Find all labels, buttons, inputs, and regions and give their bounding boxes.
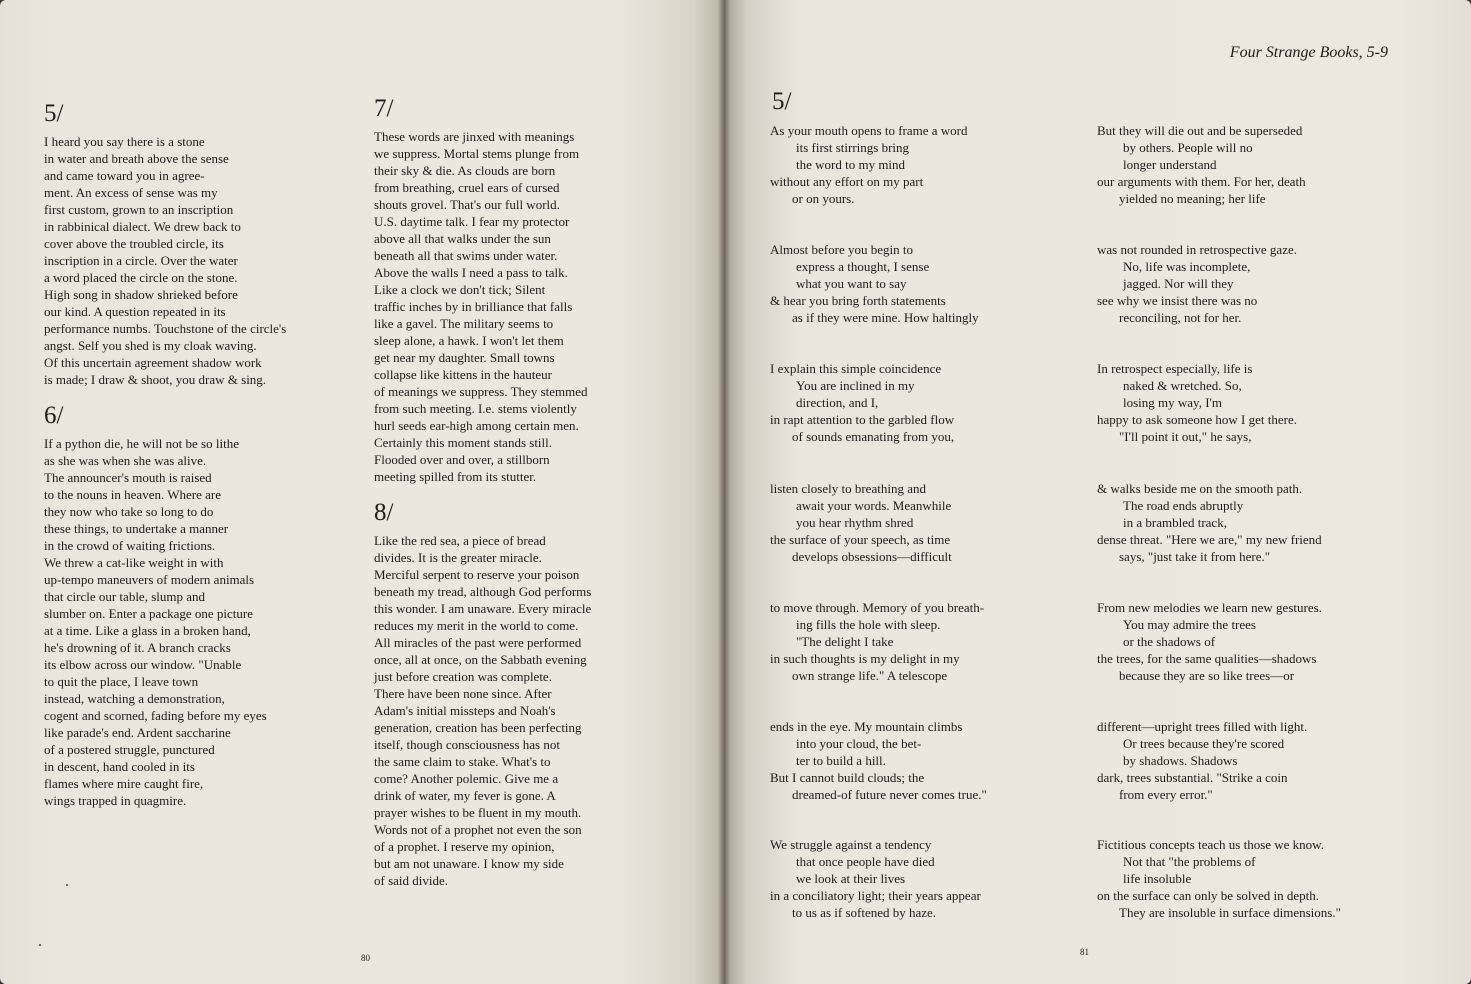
poem-line: of a prophet. I reserve my opinion, xyxy=(374,839,555,854)
poem-line: reduces my merit in the world to come. xyxy=(374,618,579,633)
poem-line: as she was when she was alive. xyxy=(44,453,207,468)
poem-line: Flooded over and over, a stillborn xyxy=(374,452,550,467)
book-gutter xyxy=(718,0,730,984)
poem-line: I explain this simple coincidence xyxy=(770,361,942,376)
poem-line: dreamed-of future never comes true." xyxy=(792,787,987,802)
poem-line: But they will die out and be superseded xyxy=(1097,123,1303,138)
poem-line: flames where mire caught fire, xyxy=(44,776,204,791)
poem-line: above all that walks under the sun xyxy=(374,231,551,246)
poem-line: see why we insist there was no xyxy=(1097,293,1258,308)
poem-line: like parade's end. Ardent saccharine xyxy=(44,725,231,740)
poem-line: We struggle against a tendency xyxy=(770,837,932,852)
poem-line: ter to build a hill. xyxy=(796,753,886,768)
poem-line: longer understand xyxy=(1123,157,1217,172)
poem-line: Adam's initial missteps and Noah's xyxy=(374,703,556,718)
poem-line: dark, trees substantial. "Strike a coin xyxy=(1097,770,1288,785)
poem-line: up-tempo maneuvers of modern animals xyxy=(44,572,255,587)
poem-line: meeting spilled from its stutter. xyxy=(374,469,537,484)
poem-line: No, life was incomplete, xyxy=(1123,259,1251,274)
poem-line: come? Another polemic. Give me a xyxy=(374,771,559,786)
poem-line: or the shadows of xyxy=(1123,634,1216,649)
poem-line: collapse like kittens in the hauteur xyxy=(374,367,552,382)
running-head: Four Strange Books, 5-9 xyxy=(1229,44,1388,61)
poem-line: U.S. daytime talk. I fear my protector xyxy=(374,214,570,229)
stanza xyxy=(770,599,984,684)
poem-line: As your mouth opens to frame a word xyxy=(770,123,968,138)
poem-line: & hear you bring forth statements xyxy=(770,293,946,308)
stanza xyxy=(770,480,952,565)
poem-line: reconciling, not for her. xyxy=(1119,310,1242,325)
poem-line: We threw a cat-like weight in with xyxy=(44,555,224,570)
poem-line: You are inclined in my xyxy=(796,378,915,393)
poem-line: in rapt attention to the garbled flow xyxy=(770,412,955,427)
section-gap xyxy=(374,485,591,499)
poem-line: like a gavel. The military seems to xyxy=(374,316,554,331)
poem-line: listen closely to breathing and xyxy=(770,481,926,496)
poem-line: direction, and I, xyxy=(796,395,879,410)
poem-line: Like a clock we don't tick; Silent xyxy=(374,282,546,297)
poem-line: life insoluble xyxy=(1123,871,1192,886)
poem-line: its first stirrings bring xyxy=(796,140,910,155)
poem-line: Not that "the problems of xyxy=(1123,854,1256,869)
poem-line: prayer wishes to be fluent in my mouth. xyxy=(374,805,582,820)
poem-line: They are insoluble in surface dimensions." xyxy=(1119,905,1341,920)
section-heading: 5/ xyxy=(44,100,64,127)
poem-line: just before creation was complete. xyxy=(374,669,552,684)
poem-line: they now who take so long to do xyxy=(44,504,214,519)
poem-line: performance numbs. Touchstone of the circle's xyxy=(44,321,287,336)
poem-line: In retrospect especially, life is xyxy=(1097,361,1253,376)
poem-line: develops obsessions—difficult xyxy=(792,549,952,564)
poem-line: losing my way, I'm xyxy=(1123,395,1222,410)
section-heading-5: 5/ xyxy=(772,88,792,115)
poem-line: I heard you say there is a stone xyxy=(44,134,205,149)
poem-line: first custom, grown to an inscription xyxy=(44,202,234,217)
poem-line: but am not unaware. I know my side xyxy=(374,856,564,871)
poem-line: their sky & die. As clouds are born xyxy=(374,163,556,178)
poem-line: These words are jinxed with meanings xyxy=(374,129,575,144)
poem-line: There have been none since. After xyxy=(374,686,552,701)
left-page xyxy=(0,0,724,984)
stanza xyxy=(770,718,987,803)
poem-line: & walks beside me on the smooth path. xyxy=(1097,481,1303,496)
poem-line: on the surface can only be solved in depth. xyxy=(1097,888,1320,903)
poem-line: angst. Self you shed is my cloak waving. xyxy=(44,338,257,353)
poem-line: in water and breath above the sense xyxy=(44,151,229,166)
poem-line: in rabbinical dialect. We drew back to xyxy=(44,219,241,234)
left-page-column-1 xyxy=(44,100,286,809)
section-heading: 6/ xyxy=(44,402,64,429)
poem-line: of a postered struggle, punctured xyxy=(44,742,215,757)
paper-speck xyxy=(39,944,41,946)
poem-line: generation, creation has been perfecting xyxy=(374,720,582,735)
poem-line: its elbow across our window. "Unable xyxy=(44,657,242,672)
poem-line: From new melodies we learn new gestures. xyxy=(1097,600,1322,615)
poem-line: in descent, hand cooled in its xyxy=(44,759,195,774)
poem-line: yielded no meaning; her life xyxy=(1119,191,1266,206)
stanza xyxy=(770,360,954,445)
poem-line: Of this uncertain agreement shadow work xyxy=(44,355,262,370)
poem-line: you hear rhythm shred xyxy=(796,515,914,530)
poem-line: once, all at once, on the Sabbath evening xyxy=(374,652,587,667)
poem-line: in a conciliatory light; their years appear xyxy=(770,888,981,903)
poem-line: hurl seeds ear-high among certain men. xyxy=(374,418,579,433)
poem-line: divides. It is the greater miracle. xyxy=(374,550,542,565)
poem-line: to move through. Memory of you breath- xyxy=(770,600,985,615)
poem-line: High song in shadow shrieked before xyxy=(44,287,238,302)
poem-line: this wonder. I am unaware. Every miracle xyxy=(374,601,592,616)
poem-line: to the nouns in heaven. Where are xyxy=(44,487,221,502)
poem-line: what you want to say xyxy=(796,276,907,291)
paper-speck xyxy=(66,884,68,886)
poem-line: own strange life." A telescope xyxy=(792,668,948,683)
poem-line: instead, watching a demonstration, xyxy=(44,691,225,706)
poem-line: drink of water, my fever is gone. A xyxy=(374,788,556,803)
poem-line: All miracles of the past were performed xyxy=(374,635,582,650)
poem-line: Above the walls I need a pass to talk. xyxy=(374,265,568,280)
poem-line: The announcer's mouth is raised xyxy=(44,470,212,485)
poem-line: that once people have died xyxy=(796,854,935,869)
poem-line: without any effort on my part xyxy=(770,174,924,189)
stanza xyxy=(1097,599,1322,684)
poem-line: says, "just take it from here." xyxy=(1119,549,1271,564)
left-page-column-2 xyxy=(374,95,591,889)
poem-line: Certainly this moment stands still. xyxy=(374,435,553,450)
poem-line: express a thought, I sense xyxy=(796,259,930,274)
stanza xyxy=(1097,241,1297,326)
poem-line: Words not of a prophet not even the son xyxy=(374,822,582,837)
poem-line: ment. An excess of sense was my xyxy=(44,185,218,200)
poem-line: to quit the place, I leave town xyxy=(44,674,199,689)
poem-line: itself, though consciousness has not xyxy=(374,737,560,752)
page-number-left: 80 xyxy=(361,953,370,963)
poem-line: that circle our table, slump and xyxy=(44,589,206,604)
poem-line: because they are so like trees—or xyxy=(1119,668,1295,683)
stanza xyxy=(1097,122,1306,207)
stanza xyxy=(1097,718,1307,803)
poem-line: beneath all that swims under water. xyxy=(374,248,558,263)
stanza xyxy=(770,122,968,207)
page-number-right: 81 xyxy=(1080,947,1089,957)
poem-line: happy to ask someone how I get there. xyxy=(1097,412,1298,427)
poem-line: jagged. Nor will they xyxy=(1123,276,1234,291)
poem-line: ends in the eye. My mountain climbs xyxy=(770,719,963,734)
poem-line: the word to my mind xyxy=(796,157,906,172)
poem-line: cogent and scorned, fading before my eyes xyxy=(44,708,267,723)
poem-line: ing fills the hole with sleep. xyxy=(796,617,941,632)
poem-line: of meanings we suppress. They stemmed xyxy=(374,384,588,399)
poem-line: by shadows. Shadows xyxy=(1123,753,1238,768)
poem-line: Merciful serpent to reserve your poison xyxy=(374,567,580,582)
poem-line: Fictitious concepts teach us those we know. xyxy=(1097,837,1324,852)
poem-line: he's drowning of it. A branch cracks xyxy=(44,640,231,655)
poem-line: to us as if softened by haze. xyxy=(792,905,937,920)
poem-line: the trees, for the same qualities—shadows xyxy=(1097,651,1317,666)
stanza xyxy=(1097,360,1297,445)
poem-line: these things, to undertake a manner xyxy=(44,521,229,536)
poem-line: at a time. Like a glass in a broken hand, xyxy=(44,623,251,638)
poem-line: Like the red sea, a piece of bread xyxy=(374,533,546,548)
section-gap xyxy=(44,388,286,402)
poem-line: sleep alone, a hawk. I won't let them xyxy=(374,333,564,348)
poem-line: from such meeting. I.e. stems violently xyxy=(374,401,577,416)
poem-line: "I'll point it out," he says, xyxy=(1119,429,1252,444)
poem-line: wings trapped in quagmire. xyxy=(44,793,187,808)
poem-line: You may admire the trees xyxy=(1123,617,1256,632)
poem-line: naked & wretched. So, xyxy=(1123,378,1242,393)
poem-line: in the crowd of waiting frictions. xyxy=(44,538,216,553)
poem-line: inscription in a circle. Over the water xyxy=(44,253,238,268)
poem-line: of said divide. xyxy=(374,873,449,888)
poem-line: await your words. Meanwhile xyxy=(796,498,952,513)
poem-line: beneath my tread, although God performs xyxy=(374,584,592,599)
right-page xyxy=(724,0,1471,984)
poem-line: cover above the troubled circle, its xyxy=(44,236,224,251)
poem-line: in a brambled track, xyxy=(1123,515,1227,530)
poem-line: the surface of your speech, as time xyxy=(770,532,951,547)
poem-line: our kind. A question repeated in its xyxy=(44,304,226,319)
poem-line: different—upright trees filled with light. xyxy=(1097,719,1308,734)
poem-line: But I cannot build clouds; the xyxy=(770,770,925,785)
bleed-through-decoration xyxy=(46,20,53,52)
poem-line: dense threat. "Here we are," my new friend xyxy=(1097,532,1322,547)
poem-line: in such thoughts is my delight in my xyxy=(770,651,960,666)
poem-line: is made; I draw & shoot, you draw & sing. xyxy=(44,372,267,387)
poem-line: from breathing, cruel ears of cursed xyxy=(374,180,560,195)
poem-line: as if they were mine. How haltingly xyxy=(792,310,979,325)
poem-line: Or trees because they're scored xyxy=(1123,736,1285,751)
poem-line: a word placed the circle on the stone. xyxy=(44,270,238,285)
section-heading: 8/ xyxy=(374,499,394,526)
poem-line: from every error." xyxy=(1119,787,1213,802)
poem-line: slumber on. Enter a package one picture xyxy=(44,606,253,621)
poem-line: shouts grovel. That's our full world. xyxy=(374,197,560,212)
poem-line: we look at their lives xyxy=(796,871,906,886)
stanza xyxy=(1097,836,1341,921)
poem-line: or on yours. xyxy=(792,191,855,206)
poem-line: The road ends abruptly xyxy=(1123,498,1244,513)
poem-line: If a python die, he will not be so lithe xyxy=(44,436,239,451)
poem-line: and came toward you in agree- xyxy=(44,168,205,183)
poem-line: into your cloud, the bet- xyxy=(796,736,922,751)
stanza xyxy=(770,241,979,326)
poem-line: was not rounded in retrospective gaze. xyxy=(1097,242,1297,257)
poem-line: traffic inches by in brilliance that falls xyxy=(374,299,573,314)
section-heading: 7/ xyxy=(374,95,394,122)
poem-line: Almost before you begin to xyxy=(770,242,913,257)
poem-line: by others. People will no xyxy=(1123,140,1253,155)
poem-line: get near my daughter. Small towns xyxy=(374,350,555,365)
poem-line: the same claim to stake. What's to xyxy=(374,754,551,769)
stanza xyxy=(770,836,981,921)
stanza xyxy=(1097,480,1322,565)
poem-line: we suppress. Mortal stems plunge from xyxy=(374,146,580,161)
poem-line: our arguments with them. For her, death xyxy=(1097,174,1306,189)
poem-line: of sounds emanating from you, xyxy=(792,429,955,444)
poem-line: "The delight I take xyxy=(796,634,894,649)
